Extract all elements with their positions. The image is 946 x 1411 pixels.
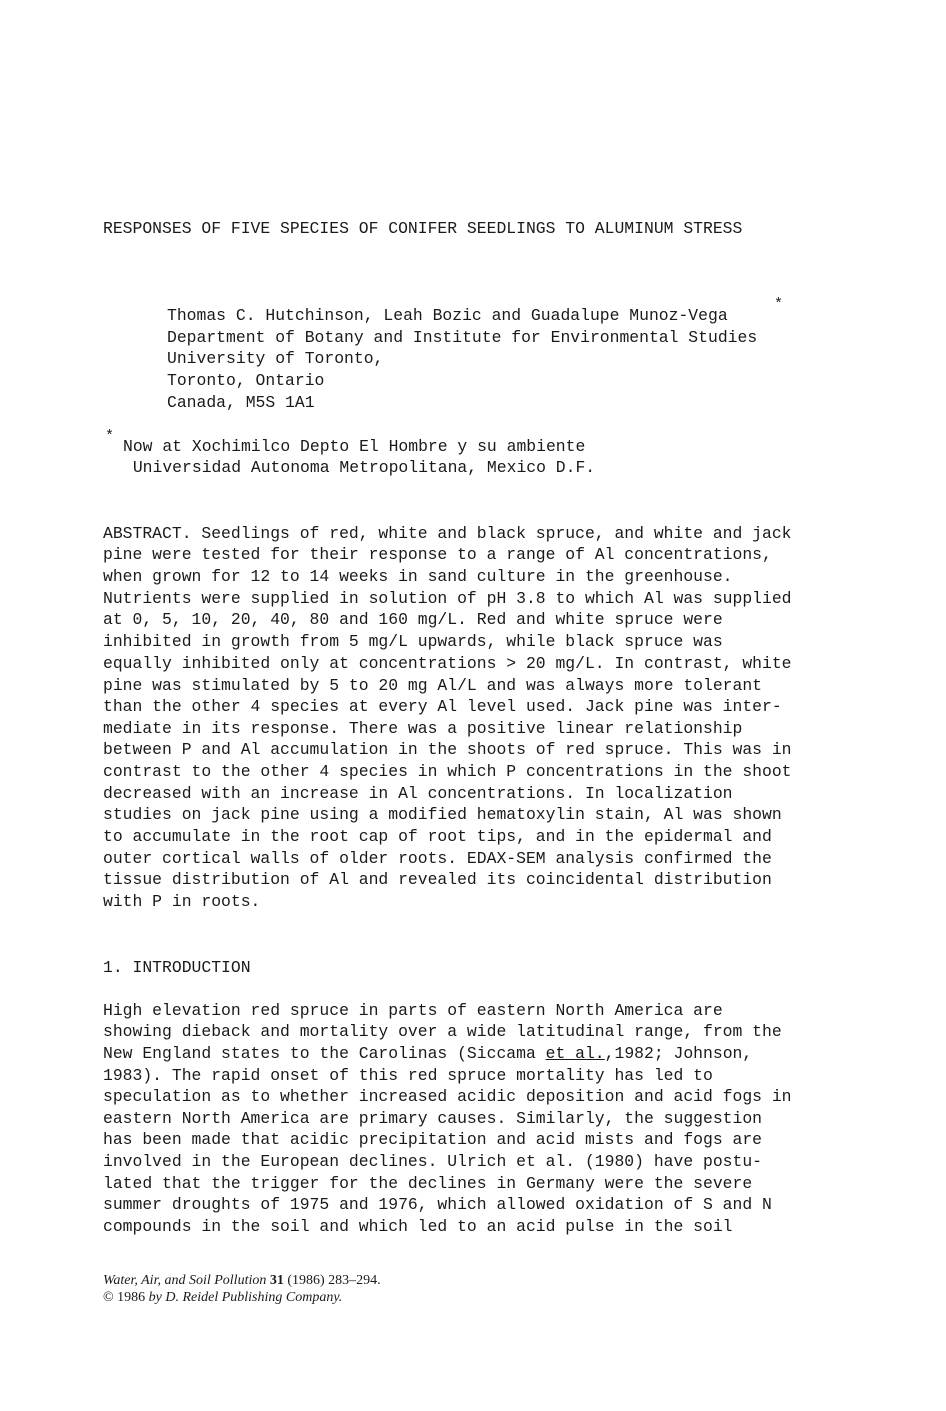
abstract-line: to accumulate in the root cap of root tips, and in the epidermal and (103, 827, 772, 846)
affiliation-line: Department of Botany and Institute for Environmental Studies (167, 328, 758, 347)
affiliation-line: Canada, M5S 1A1 (167, 393, 315, 412)
footnote-line: Universidad Autonoma Metropolitana, Mexico D.F. (123, 458, 596, 477)
intro-line: involved in the European declines. Ulrich et al. (1980) have postu- (103, 1152, 763, 1171)
abstract-line: studies on jack pine using a modified hematoxylin stain, Al was shown (103, 805, 782, 824)
abstract-line: Nutrients were supplied in solution of pH 3.8 to which Al was supplied (103, 589, 792, 608)
abstract-line: mediate in its response. There was a positive linear relationship (103, 719, 743, 738)
journal-name: Water, Air, and Soil Pollution (103, 1273, 267, 1288)
affiliation-line: University of Toronto, (167, 349, 384, 368)
intro-line: summer droughts of 1975 and 1976, which allowed oxidation of S and N (103, 1195, 772, 1214)
citation-et-al: et al. (545, 1044, 605, 1063)
intro-line: speculation as to whether increased acidic deposition and acid fogs in (103, 1087, 792, 1106)
intro-text: ,1982; Johnson, (604, 1044, 753, 1063)
abstract-line: pine were tested for their response to a range of Al concentrations, (103, 545, 772, 564)
footnote-line: Now at Xochimilco Depto El Hombre y su ambiente (123, 437, 586, 456)
author-footnote-marker: * (774, 296, 784, 313)
intro-line: has been made that acidic precipitation and acid mists and fogs are (103, 1130, 763, 1149)
intro-line (103, 1043, 752, 1065)
copyright-year: 1986 (117, 1290, 146, 1305)
intro-line: eastern North America are primary causes. Similarly, the suggestion (103, 1109, 763, 1128)
section-heading: 1. INTRODUCTION (103, 958, 251, 977)
journal-pages: (1986) 283–294. (287, 1273, 381, 1288)
publisher: by D. Reidel Publishing Company. (148, 1290, 343, 1305)
abstract-line: when grown for 12 to 14 weeks in sand culture in the greenhouse. (103, 567, 733, 586)
abstract-line: decreased with an increase in Al concentrations. In localization (103, 784, 733, 803)
abstract-line: between P and Al accumulation in the shoots of red spruce. This was in (103, 740, 792, 759)
affiliation-line: Toronto, Ontario (167, 371, 325, 390)
abstract-line: inhibited in growth from 5 mg/L upwards, while black spruce was (103, 632, 723, 651)
intro-line: showing dieback and mortality over a wide latitudinal range, from the (103, 1022, 782, 1041)
abstract-line: pine was stimulated by 5 to 20 mg Al/L and was always more tolerant (103, 676, 763, 695)
abstract-line: at 0, 5, 10, 20, 40, 80 and 160 mg/L. Red and white spruce were (103, 610, 723, 629)
abstract-line: tissue distribution of Al and revealed its coincidental distribution (103, 870, 772, 889)
abstract-line: outer cortical walls of older roots. EDAX-SEM analysis confirmed the (103, 849, 772, 868)
authors: Thomas C. Hutchinson, Leah Bozic and Guadalupe Munoz-Vega (167, 306, 728, 325)
abstract-line: than the other 4 species at every Al level used. Jack pine was inter- (103, 697, 782, 716)
abstract-line: equally inhibited only at concentrations > 20 mg/L. In contrast, white (103, 654, 792, 673)
footnote-marker: * (105, 428, 115, 445)
intro-line: 1983). The rapid onset of this red spruce mortality has led to (103, 1066, 713, 1085)
copyright-symbol: © (103, 1290, 114, 1305)
abstract-line: ABSTRACT. Seedlings of red, white and black spruce, and white and jack (103, 524, 792, 543)
journal-citation (103, 1272, 381, 1306)
paper-title: RESPONSES OF FIVE SPECIES OF CONIFER SEEDLINGS TO ALUMINUM STRESS (103, 219, 743, 238)
intro-line: High elevation red spruce in parts of eastern North America are (103, 1001, 723, 1020)
abstract-line: contrast to the other 4 species in which P concentrations in the shoot (103, 762, 792, 781)
intro-line: lated that the trigger for the declines in Germany were the severe (103, 1174, 753, 1193)
abstract-line: with P in roots. (103, 892, 261, 911)
intro-text: New England states to the Carolinas (Siccama (103, 1044, 546, 1063)
intro-line: compounds in the soil and which led to an acid pulse in the soil (103, 1217, 733, 1236)
journal-volume: 31 (269, 1273, 284, 1288)
